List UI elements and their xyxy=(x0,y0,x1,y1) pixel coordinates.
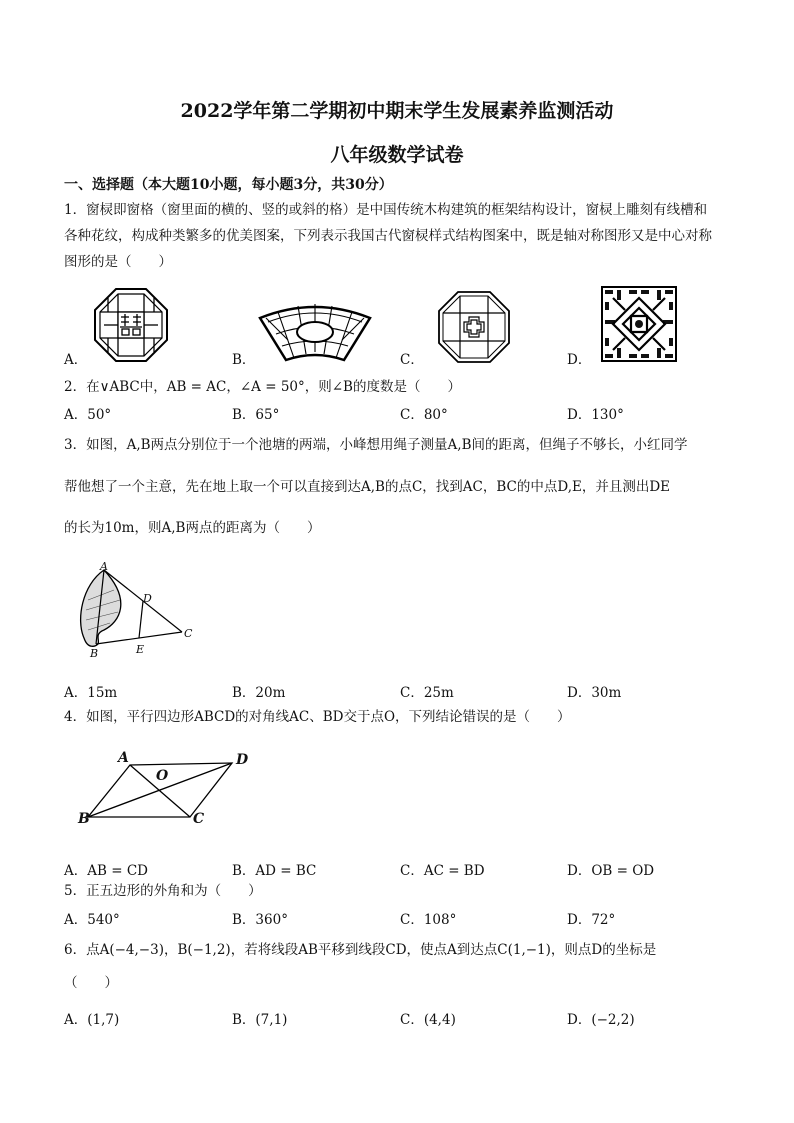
q1-option-d[interactable]: D． xyxy=(567,352,592,368)
q3-option-a[interactable]: A．15m xyxy=(64,685,118,701)
q4-option-d[interactable]: D．OB = OD xyxy=(567,863,655,879)
q4-text: 4．如图，平行四边形ABCD的对角线AC、BD交于点O，下列结论错误的是（ ） xyxy=(64,709,571,725)
q3-text-line-3: 的长为10m，则A,B两点的距离为（ ） xyxy=(64,520,321,536)
octagon-cross-lattice-icon xyxy=(438,291,510,363)
octagon-double-happiness-lattice-icon xyxy=(94,288,168,362)
q3-text-line-1: 3．如图，A,B两点分别位于一个池塘的两端，小峰想用绳子测量A,B间的距离，但绳子不够长，小红同学 xyxy=(64,437,688,453)
q3-option-b[interactable]: B．20m xyxy=(232,685,286,701)
q5-option-d[interactable]: D．72° xyxy=(567,912,616,928)
q3-text-line-2: 帮他想了一个主意，先在地上取一个可以直接到达A,B的点C，找到AC，BC的中点D,E，并且测出DE xyxy=(64,479,671,495)
q5-option-b[interactable]: B．360° xyxy=(232,912,288,928)
q6-option-b[interactable]: B．(7,1) xyxy=(232,1012,288,1028)
q4-option-b[interactable]: B．AD = BC xyxy=(232,863,317,879)
q1-text-line-1: 1．窗棂即窗格（窗里面的横的、竖的或斜的格）是中国传统木构建筑的框架结构设计，窗棂上雕刻有线槽和 xyxy=(64,202,708,218)
q3-label-e: E xyxy=(136,643,145,656)
q6-text-line-1: 6．点A(−4,−3)，B(−1,2)，若将线段AB平移到线段CD，使点A到达点C(1,−1)，则点D的坐标是 xyxy=(64,942,657,958)
section-heading: 一、选择题（本大题10小题，每小题3分，共30分） xyxy=(64,177,393,193)
q4-label-a: A xyxy=(118,750,129,766)
q6-text-line-2: （ ） xyxy=(64,975,118,991)
page-subtitle: 八年级数学试卷 xyxy=(330,144,464,166)
q3-option-d[interactable]: D．30m xyxy=(567,685,622,701)
q3-label-a: A xyxy=(100,560,108,573)
fan-shaped-lattice-icon xyxy=(258,300,372,362)
q5-option-a[interactable]: A．540° xyxy=(64,912,120,928)
q2-option-a[interactable]: A．50° xyxy=(64,407,112,423)
q1-text-line-2: 各种花纹，构成种类繁多的优美图案，下列表示我国古代窗棂样式结构图案中，既是轴对称图形又是中心对称 xyxy=(64,228,712,244)
q2-option-d[interactable]: D．130° xyxy=(567,407,624,423)
q4-option-a[interactable]: A．AB = CD xyxy=(64,863,148,879)
q4-option-c[interactable]: C．AC = BD xyxy=(400,863,485,879)
q3-option-c[interactable]: C．25m xyxy=(400,685,454,701)
q3-label-b: B xyxy=(90,647,99,660)
q6-option-d[interactable]: D．(−2,2) xyxy=(567,1012,635,1028)
q1-option-a[interactable]: A． xyxy=(64,352,88,368)
q1-option-c[interactable]: C． xyxy=(400,352,424,368)
q4-label-o: O xyxy=(156,768,169,784)
q2-text: 2．在∨ABC中，AB = AC，∠A = 50°，则∠B的度数是（ ） xyxy=(64,379,461,395)
q5-option-c[interactable]: C．108° xyxy=(400,912,457,928)
q3-label-c: C xyxy=(184,627,193,640)
q5-text: 5．正五边形的外角和为（ ） xyxy=(64,883,262,899)
page-title: 2022学年第二学期初中期末学生发展素养监测活动 xyxy=(180,100,614,122)
square-floral-lattice-icon xyxy=(601,286,677,362)
q1-option-b[interactable]: B． xyxy=(232,352,256,368)
q3-label-d: D xyxy=(143,592,152,605)
q6-option-c[interactable]: C．(4,4) xyxy=(400,1012,456,1028)
q4-label-c: C xyxy=(193,811,205,827)
q2-option-b[interactable]: B．65° xyxy=(232,407,280,423)
q6-option-a[interactable]: A．(1,7) xyxy=(64,1012,120,1028)
q4-label-d: D xyxy=(236,752,249,768)
parallelogram-figure xyxy=(80,755,240,825)
q2-option-c[interactable]: C．80° xyxy=(400,407,448,423)
q4-label-b: B xyxy=(78,811,90,827)
q1-text-line-3: 图形的是（ ） xyxy=(64,254,172,270)
